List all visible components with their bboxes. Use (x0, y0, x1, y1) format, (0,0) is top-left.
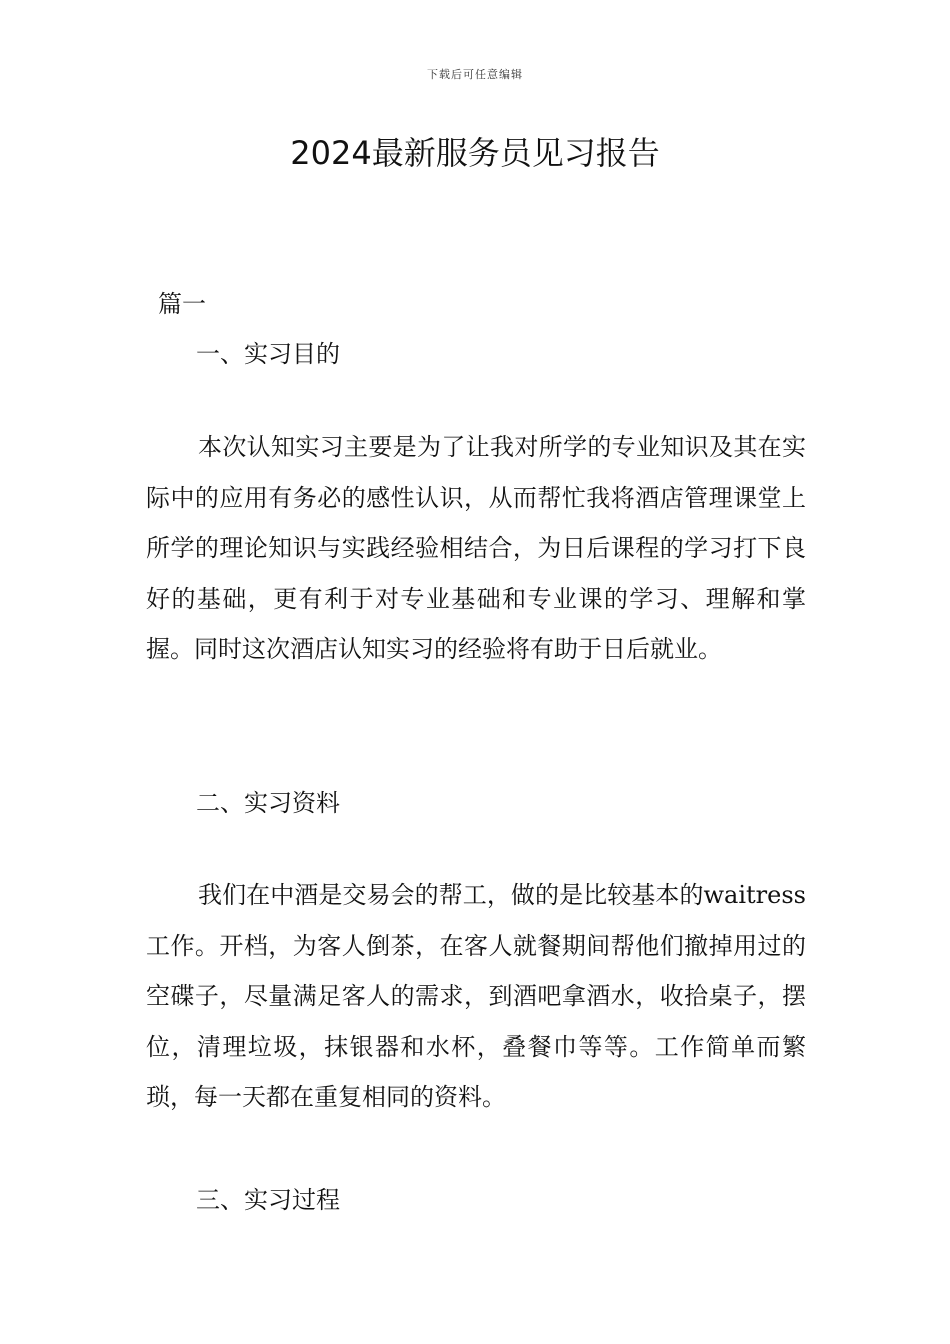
section-heading-content: 二、实习资料 (196, 789, 340, 817)
section-heading-purpose: 一、实习目的 (196, 340, 340, 368)
part-label: 篇一 (158, 290, 206, 318)
section-paragraph-content: 我们在中酒是交易会的帮工，做的是比较基本的waitress工作。开档，为客人倒茶，在客人就餐期间帮他们撤掉用过的空碟子，尽量满足客人的需求，到酒吧拿酒水，收拾桌子，摆位，清理垃圾，抹银器和水杯，叠餐巾等等。工作简单而繁琐，每一天都在重复相同的资料。 (146, 881, 806, 1111)
document-title: 2024最新服务员见习报告 (290, 134, 660, 172)
section-paragraph-purpose: 本次认知实习主要是为了让我对所学的专业知识及其在实际中的应用有务必的感性认识，从而帮忙我将酒店管理课堂上所学的理论知识与实践经验相结合，为日后课程的学习打下良好的基础，更有利于对专业基础和专业课的学习、理解和掌握。同时这次酒店认知实习的经验将有助于日后就业。 (146, 433, 806, 663)
header-note: 下载后可任意编辑 (427, 68, 523, 81)
section-heading-process: 三、实习过程 (196, 1186, 340, 1214)
